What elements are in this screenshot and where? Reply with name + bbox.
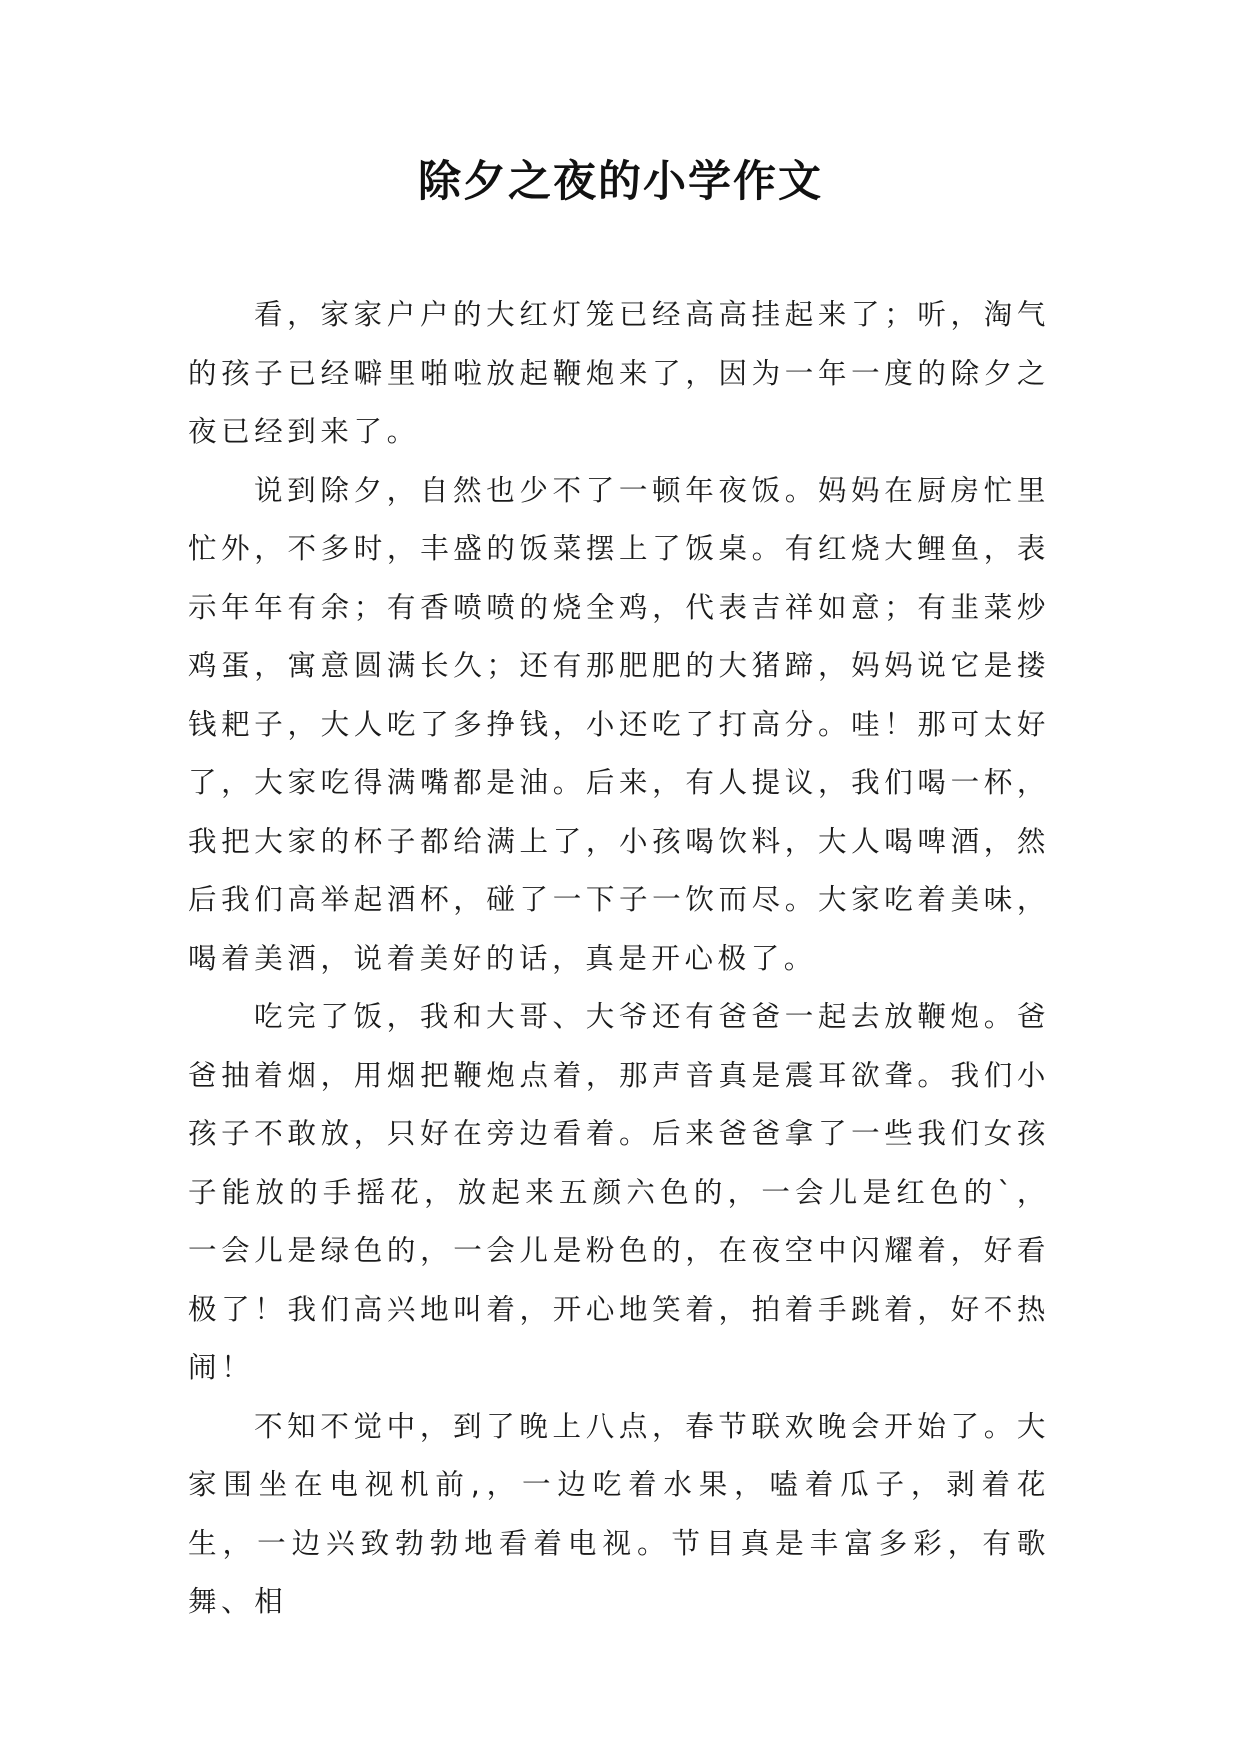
paragraph-1: 看，家家户户的大红灯笼已经高高挂起来了；听，淘气的孩子已经噼里啪啦放起鞭炮来了，因为一年一度的除夕之夜已经到来了。	[188, 298, 1050, 448]
document-body	[188, 286, 1050, 1632]
paragraph-2: 说到除夕，自然也少不了一顿年夜饭。妈妈在厨房忙里忙外，不多时，丰盛的饭菜摆上了饭桌。有红烧大鲤鱼，表示年年有余；有香喷喷的烧全鸡，代表吉祥如意；有韭菜炒鸡蛋，寓意圆满长久；还有那肥肥的大猪蹄，妈妈说它是搂钱耙子，大人吃了多挣钱，小还吃了打高分。哇！那可太好了，大家吃得满嘴都是油。后来，有人提议，我们喝一杯，我把大家的杯子都给满上了，小孩喝饮料，大人喝啤酒，然后我们高举起酒杯，碰了一下子一饮而尽。大家吃着美味，喝着美酒，说着美好的话，真是开心极了。	[188, 473, 1050, 975]
document-title: 除夕之夜的小学作文	[418, 157, 823, 207]
paragraph-3: 吃完了饭，我和大哥、大爷还有爸爸一起去放鞭炮。爸爸抽着烟，用烟把鞭炮点着，那声音真是震耳欲聋。我们小孩子不敢放，只好在旁边看着。后来爸爸拿了一些我们女孩子能放的手摇花，放起来五颜六色的，一会儿是红色的`，一会儿是绿色的，一会儿是粉色的，在夜空中闪耀着，好看极了！我们高兴地叫着，开心地笑着，拍着手跳着，好不热闹！	[188, 1000, 1050, 1384]
paragraph-4: 不知不觉中，到了晚上八点，春节联欢晚会开始了。大家围坐在电视机前,，一边吃着水果，嗑着瓜子，剥着花生，一边兴致勃勃地看着电视。节目真是丰富多彩，有歌舞、相	[188, 1409, 1050, 1618]
